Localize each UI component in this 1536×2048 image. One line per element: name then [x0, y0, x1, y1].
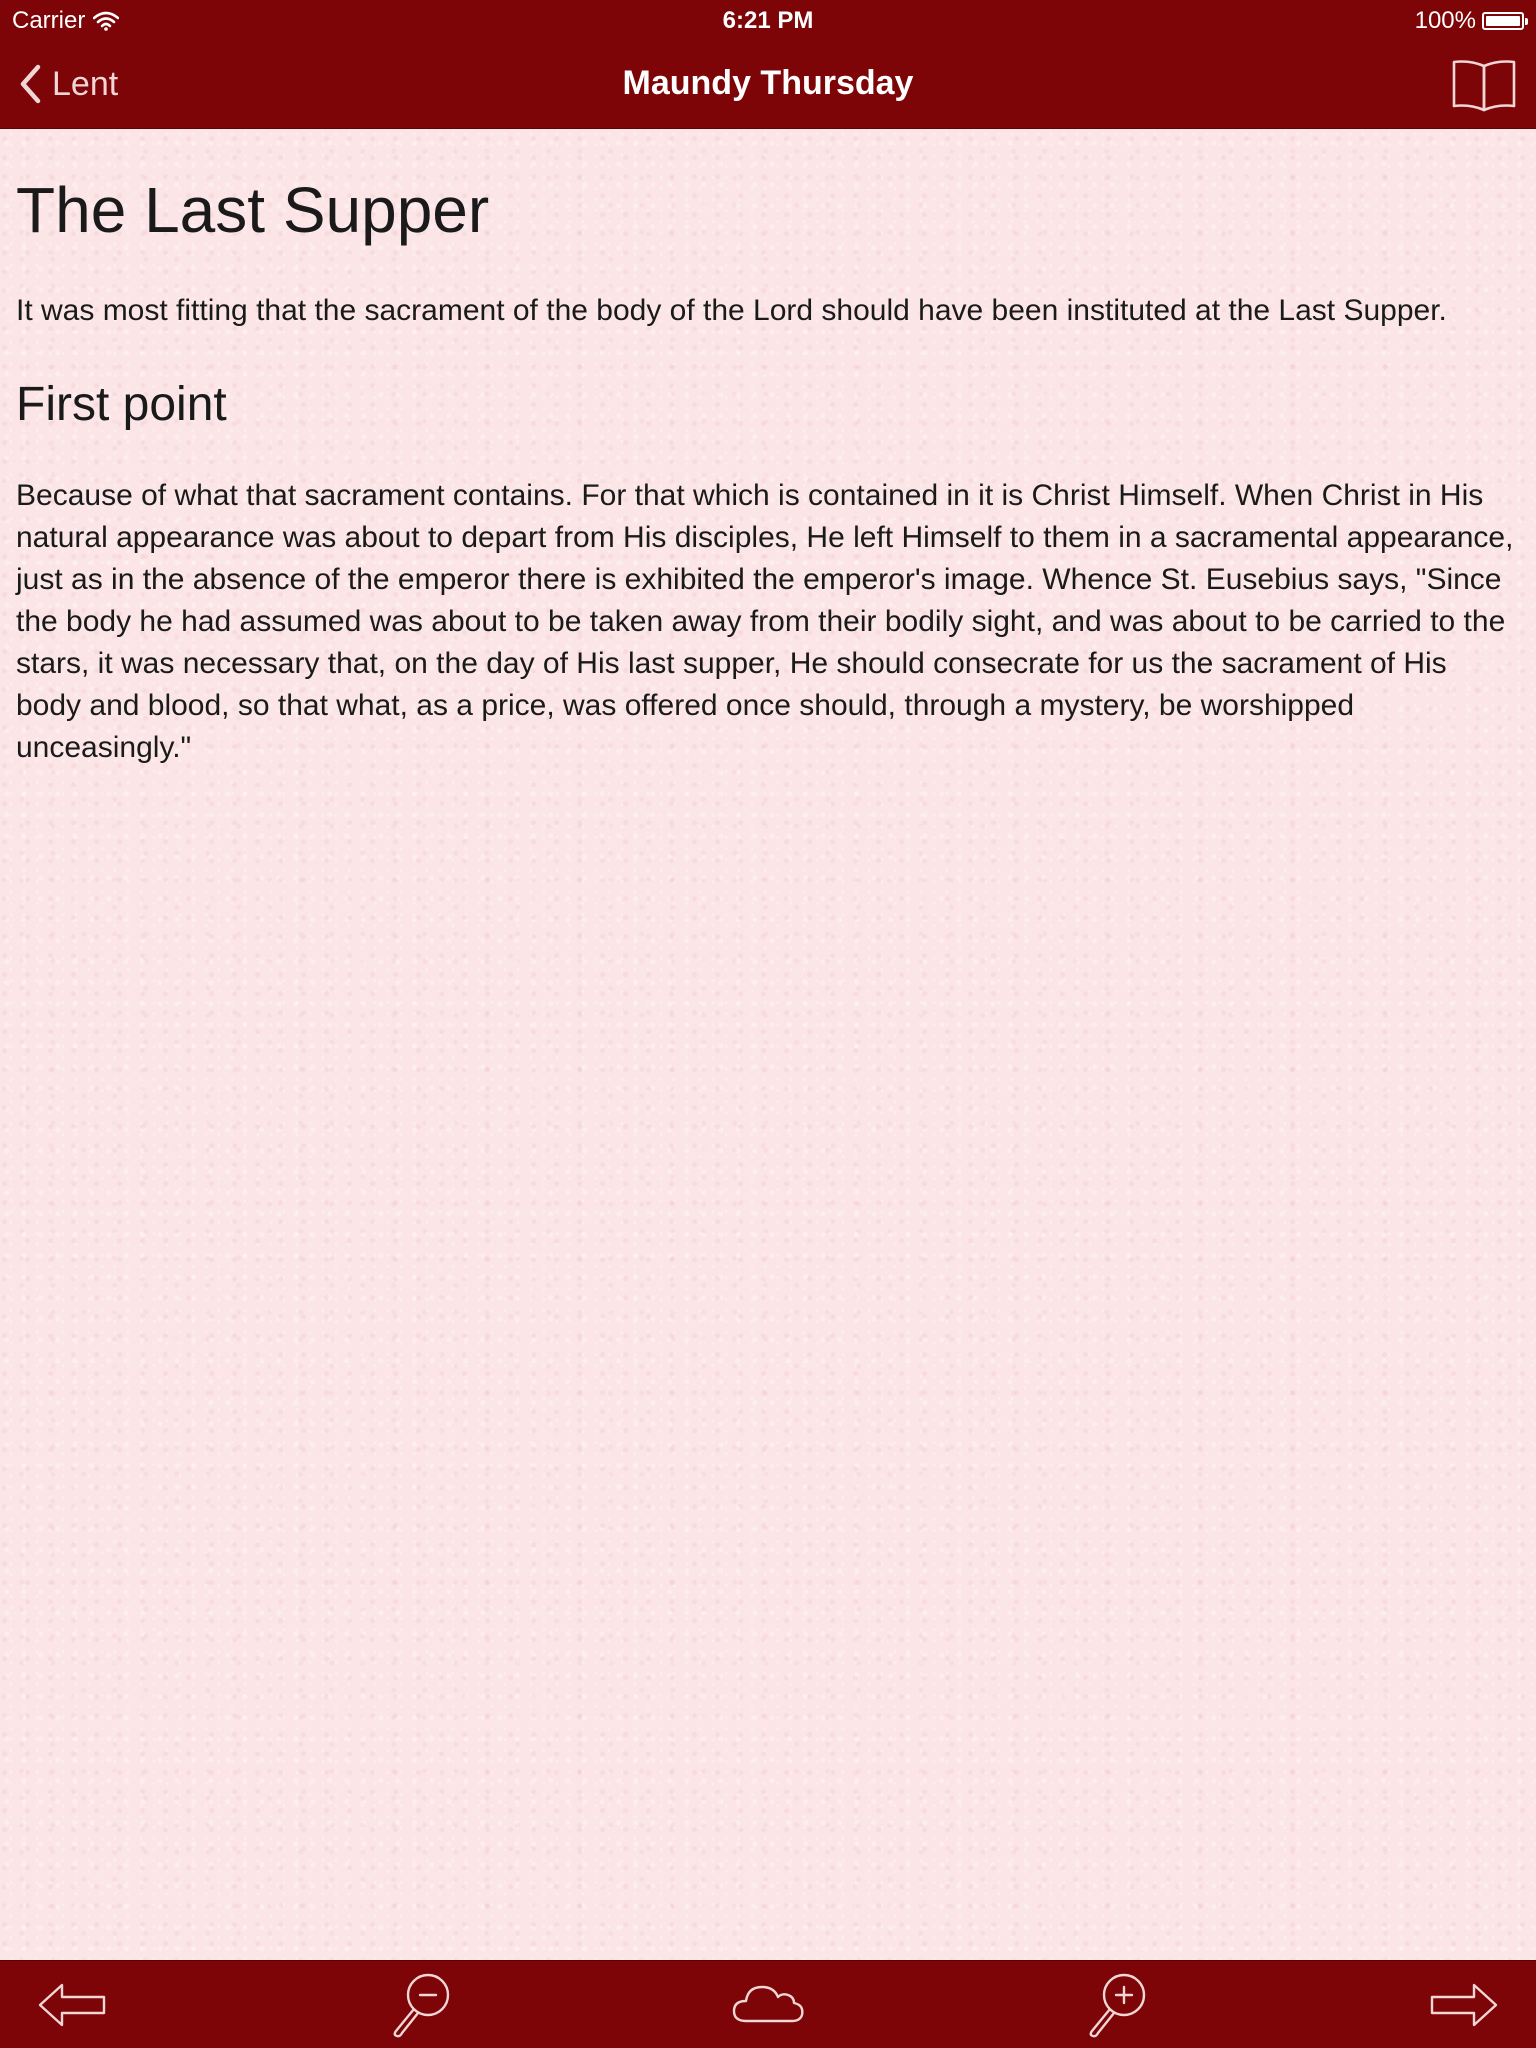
zoom-out-button[interactable]: [380, 1971, 460, 2039]
cloux-icon: [728, 1971, 808, 2039]
article-title: The Last Supper: [16, 174, 490, 246]
book-icon: [1450, 56, 1518, 112]
back-button-label: Lent: [52, 64, 119, 103]
status-time: 6:21 PM: [722, 7, 814, 34]
navigation-bar: [0, 40, 1536, 129]
book-button[interactable]: [1450, 56, 1518, 112]
battery-percent: 100%: [1414, 7, 1476, 34]
bottom-toolbar: [0, 1960, 1536, 2048]
battery-fill: [1486, 16, 1520, 26]
zoom-out-icon: [380, 1971, 460, 2039]
article-intro: It was most fitting that the sacrament of the body of the Lord should have been instituted at the Last Supper.: [16, 293, 1447, 327]
status-bar: [0, 0, 1536, 40]
status-battery: [1415, 7, 1524, 35]
section-title: First point: [16, 377, 227, 431]
zoom-in-button[interactable]: [1076, 1971, 1156, 2039]
arrow-right-icon: [1424, 1971, 1504, 2039]
battery-icon: [1482, 12, 1524, 30]
page-title: Maundy Thursday: [622, 64, 914, 102]
article-content: [16, 128, 1516, 769]
carrier-label: Carrier: [12, 7, 86, 34]
arrow-left-icon: [32, 1971, 112, 2039]
next-button[interactable]: [1424, 1971, 1504, 2039]
battery-nub: [1525, 18, 1528, 25]
section-text: Because of what that sacrament contains. For that which is contained in it is Christ Himself. When Christ in His natural appearance was about to depart from His disciples, He left Himself to them in a sacramental appearance, just as in the absence of the emperor there is exhibited the emperor's image. Whence St. Eusebius says, "Since the body he had assumed was about to be taken away from their bodily sight, and was about to be carried to the stars, it was necessary that, on the day of His last supper, He should consecrate for us the sacrament of His body and blood, so that what, as a price, was offered once should, through a mystery, be worshipped unceasingly.": [16, 479, 1514, 765]
cloud-button[interactable]: [728, 1971, 808, 2039]
previous-button[interactable]: [32, 1971, 112, 2039]
zoom-in-icon: [1076, 1971, 1156, 2039]
